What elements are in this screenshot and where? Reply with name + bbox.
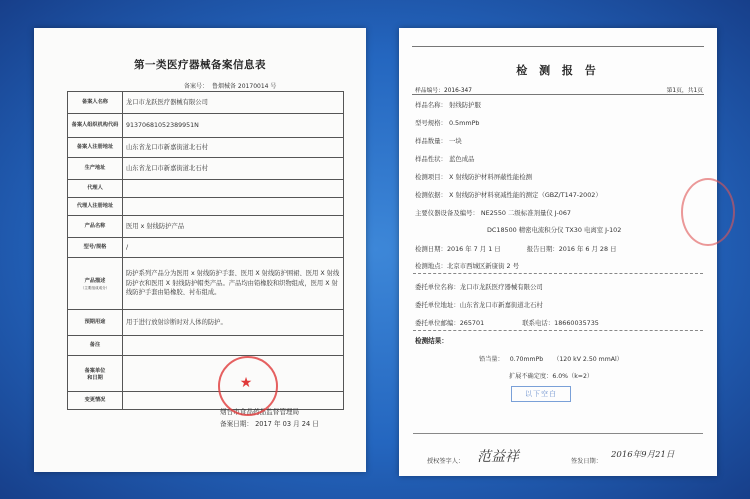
field-key: 主要仪器设备及编号： [415, 209, 479, 217]
report-title: 检 测 报 告 [516, 64, 600, 77]
field-key: 样品数量： [415, 137, 447, 145]
test-date-value: 2016 年 7 月 1 日 [446, 245, 501, 253]
field-row [415, 190, 602, 199]
phone-label: 联系电话： [522, 319, 555, 327]
postcode-label: 委托单位邮编： [415, 319, 460, 327]
results-heading: 检测结果： [415, 337, 448, 345]
equipment-row-2: DC18500 精密电流积分仪 TX30 电离室 J-102 [487, 226, 622, 234]
separator [413, 273, 703, 274]
field-key: 检测地点： [415, 262, 447, 270]
field-value: 一块 [448, 137, 462, 145]
uncertainty-row [509, 371, 593, 380]
row-value: 用于进行放射诊断时对人体的防护。 [123, 310, 344, 336]
table-row [68, 158, 344, 180]
row-label: 备案人注册地址 [68, 138, 123, 158]
page-indicator: 第1页，共1页 [666, 88, 703, 94]
row-label: 预期用途 [68, 310, 123, 336]
lead-eq-value: 0.70mmPb [509, 356, 544, 363]
table-row [68, 180, 344, 198]
separator [413, 330, 703, 331]
field-value: NE2550 二级标准剂量仪 J-067 [480, 209, 571, 217]
table-row [68, 216, 344, 238]
row-label: 生产地址 [68, 158, 123, 180]
row-label: 备案人名称 [68, 92, 123, 114]
field-row [415, 118, 479, 127]
row-value [123, 336, 344, 356]
table-row [68, 114, 344, 138]
handwritten-signature: 范益祥 [477, 449, 519, 465]
contact-row [415, 318, 599, 327]
field-value: 龙口市龙跃医疗器械有限公司 [459, 283, 543, 291]
row-value: 山东省龙口市新嘉街道北石村 [123, 158, 344, 180]
table-row [68, 92, 344, 114]
date-row [415, 244, 616, 253]
field-value: 北京市西城区新康街 2 号 [446, 262, 519, 270]
edge-seal [681, 178, 735, 246]
field-row [415, 208, 571, 217]
record-number [184, 81, 276, 90]
lead-equivalent-row [479, 354, 623, 363]
row-value: 91370681052389951N [123, 114, 344, 138]
top-rule [412, 46, 704, 47]
sample-number-value: 2016-347 [444, 88, 472, 94]
field-row [415, 172, 532, 181]
report-date-label: 报告日期： [526, 245, 559, 253]
row-label: 变更情况 [68, 392, 123, 410]
field-key: 样品性状： [415, 155, 447, 163]
table-row [68, 356, 344, 392]
row-value: / [123, 238, 344, 258]
row-label [68, 258, 123, 310]
lead-eq-condition: （120 kV 2.50 mmAl） [553, 356, 623, 363]
report-date-value: 2016 年 6 月 28 日 [558, 245, 617, 253]
row-label-main: 产品描述 [84, 277, 106, 284]
blank-below-stamp: 以下空白 [511, 386, 571, 402]
form-title: 第一类医疗器械备案信息表 [134, 59, 266, 71]
row-label: 代理人 [68, 180, 123, 198]
field-key: 检测依据： [415, 191, 447, 199]
sign-date-label: 签发日期： [571, 458, 602, 465]
table-row [68, 238, 344, 258]
issuer-name: 烟台市食品药品监督管理局 [220, 408, 300, 416]
field-value: 蓝色成品 [448, 155, 475, 163]
field-row [415, 100, 481, 109]
sample-number-label: 样品编号： [415, 88, 444, 94]
field-key: 委托单位地址： [415, 301, 460, 309]
row-label: 代理人注册地址 [68, 198, 123, 216]
handwritten-date: 2016年9月21日 [611, 450, 675, 460]
row-label: 型号/规格 [68, 238, 123, 258]
field-key: 委托单位名称： [415, 283, 460, 291]
field-value: X 射线防护材料屏蔽性能检测 [448, 173, 533, 181]
field-key: 样品名称： [415, 101, 447, 109]
signer-label: 授权签字人： [427, 458, 465, 465]
row-label-sub: 和日期 [87, 374, 103, 381]
row-value: 医用 x 射线防护产品 [123, 216, 344, 238]
table-row [68, 138, 344, 158]
row-value [123, 180, 344, 198]
row-label: 备案人组织机构代码 [68, 114, 123, 138]
field-value: 0.5mmPb [448, 119, 480, 127]
field-value: 射线防护服 [448, 101, 481, 109]
field-row [415, 136, 462, 145]
uncertainty-label: 扩展不确定度： [509, 373, 553, 380]
field-row [415, 154, 475, 163]
test-date-label: 检测日期： [415, 245, 447, 253]
field-value: X 射线防护材料衰减性能的测定（GBZ/T147-2002） [448, 191, 602, 199]
row-value: 防护系列产品分为医用 x 射线防护手套、医用 X 射线防护围裙、医用 X 射线防护衣和医用 X 射线防护帽类产品。产品均由铅橡胶和织物组成，医用 X 射线防护手套由铅橡胶、衬布组成。 [123, 258, 344, 310]
client-row [415, 282, 543, 291]
sample-number [415, 85, 472, 94]
uncertainty-value: 6.0%（k=2） [552, 373, 594, 380]
table-row [68, 198, 344, 216]
filing-info-table [67, 91, 344, 410]
row-value: 山东省龙口市新嘉街道北石村 [123, 138, 344, 158]
test-report-document [399, 28, 717, 476]
seal-star-icon: ★ [239, 375, 253, 391]
record-number-value: 鲁烟械备 20170014 号 [212, 83, 277, 90]
row-value: 龙口市龙跃医疗器械有限公司 [123, 92, 344, 114]
field-key: 型号规格： [415, 119, 447, 127]
separator [413, 433, 703, 434]
row-label: 备注 [68, 336, 123, 356]
postcode-value: 265701 [459, 319, 485, 327]
row-label-sub: （主要组成成分） [80, 285, 110, 290]
row-label-main: 备案单位 [84, 367, 106, 374]
table-row [68, 258, 344, 310]
table-row [68, 336, 344, 356]
filing-form-document [34, 28, 366, 472]
row-label [68, 356, 123, 392]
table-row [68, 310, 344, 336]
row-label: 产品名称 [68, 216, 123, 238]
phone-value: 18660035735 [554, 319, 599, 327]
client-row [415, 300, 543, 309]
location-row [415, 261, 519, 270]
field-key: 检测项目： [415, 173, 447, 181]
field-value: 山东省龙口市新嘉街道北石村 [459, 301, 543, 309]
row-value [123, 198, 344, 216]
header-rule [412, 94, 704, 95]
record-number-label: 备案号： [184, 83, 209, 90]
lead-eq-label: 铅当量： [479, 356, 504, 363]
issue-date: 备案日期： 2017 年 03 月 24 日 [220, 420, 319, 428]
